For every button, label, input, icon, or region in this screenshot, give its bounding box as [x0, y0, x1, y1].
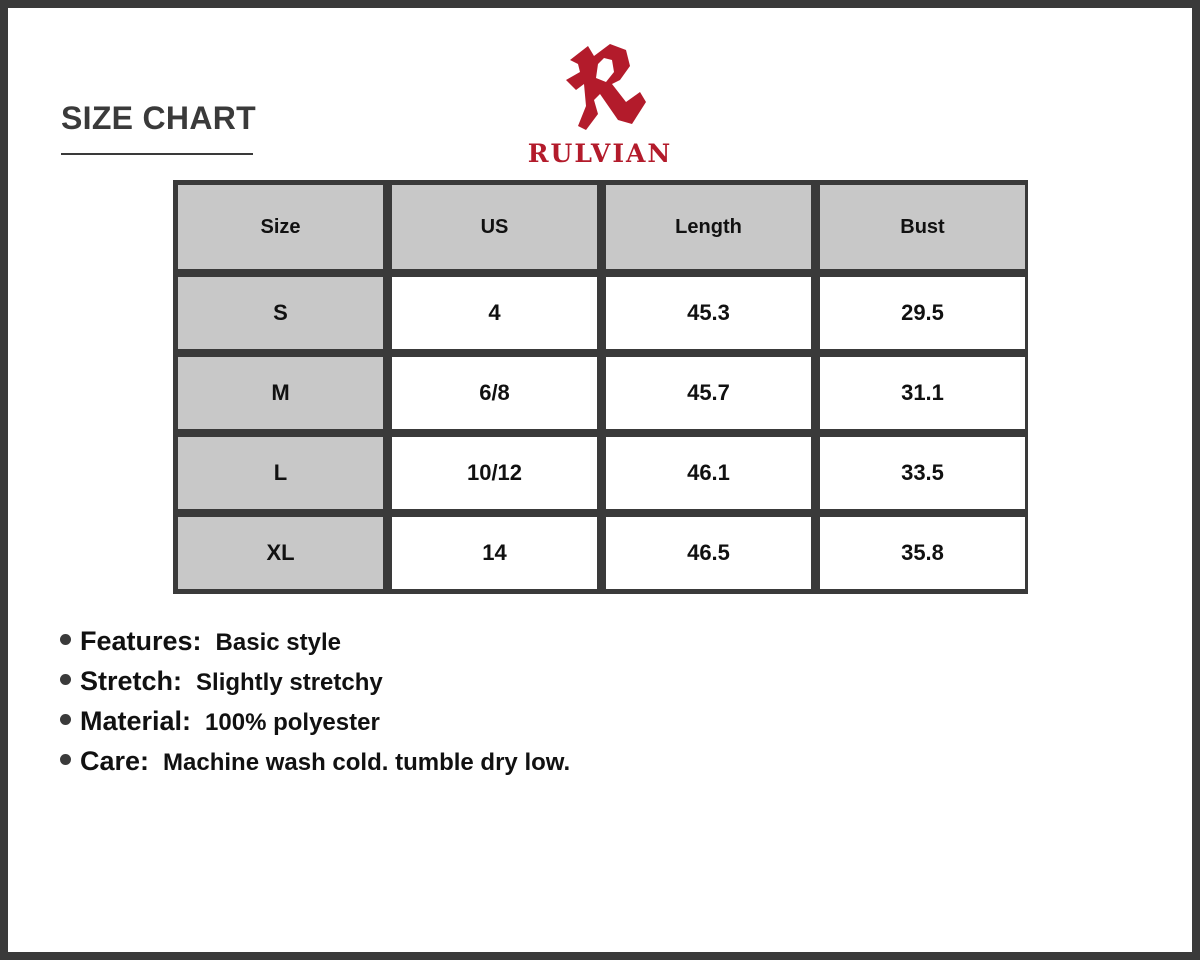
table-header-length: Length	[606, 185, 811, 269]
table-cell-bust: 31.1	[820, 357, 1025, 429]
list-item	[60, 666, 1060, 706]
feature-value: Slightly stretchy	[196, 669, 383, 696]
bullet-icon	[60, 754, 71, 765]
table-cell-bust: 29.5	[820, 277, 1025, 349]
table-cell-bust: 35.8	[820, 517, 1025, 589]
page-title: SIZE CHART	[61, 100, 256, 136]
table-cell-length: 45.7	[606, 357, 811, 429]
table-cell-size: S	[178, 277, 383, 349]
brand-logo	[515, 40, 685, 170]
brand-name: RULVIAN	[527, 139, 673, 168]
list-item	[60, 706, 1060, 746]
bullet-icon	[60, 714, 71, 725]
feature-label: Care:	[80, 746, 150, 776]
feature-label: Material:	[80, 706, 192, 736]
feature-value: 100% polyester	[205, 709, 380, 736]
table-cell-us: 4	[392, 277, 597, 349]
stylized-r-logo-icon	[560, 40, 646, 132]
table-cell-us: 14	[392, 517, 597, 589]
list-item	[60, 626, 1060, 666]
feature-value: Machine wash cold. tumble dry low.	[163, 749, 571, 776]
feature-list	[60, 626, 1060, 786]
feature-label: Stretch:	[80, 666, 183, 696]
table-cell-length: 46.1	[606, 437, 811, 509]
bullet-icon	[60, 674, 71, 685]
table-cell-size: L	[178, 437, 383, 509]
table-header-size: Size	[178, 185, 383, 269]
table-header-us: US	[392, 185, 597, 269]
feature-label: Features:	[80, 626, 202, 656]
table-cell-us: 10/12	[392, 437, 597, 509]
size-table	[173, 180, 1028, 594]
list-item	[60, 746, 1060, 786]
table-cell-length: 46.5	[606, 517, 811, 589]
table-cell-length: 45.3	[606, 277, 811, 349]
table-header-bust: Bust	[820, 185, 1025, 269]
feature-value: Basic style	[215, 629, 341, 656]
table-cell-size: XL	[178, 517, 383, 589]
table-cell-us: 6/8	[392, 357, 597, 429]
table-cell-size: M	[178, 357, 383, 429]
title-underline	[61, 153, 253, 155]
table-cell-bust: 33.5	[820, 437, 1025, 509]
bullet-icon	[60, 634, 71, 645]
